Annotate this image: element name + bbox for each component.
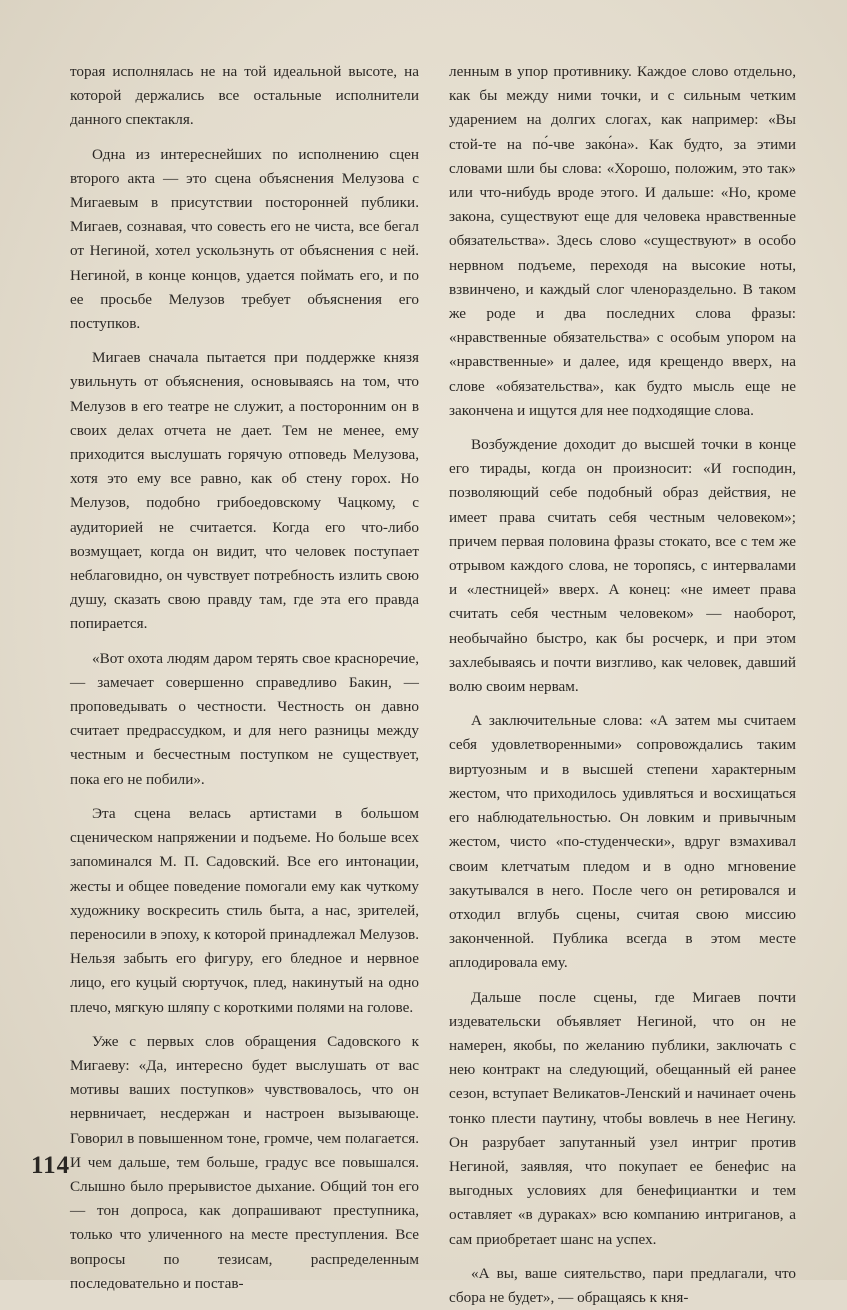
paragraph: Уже с первых слов обращения Садовского к Мигаеву: «Да, интересно будет выслушать от вас мотивы ваших поступков» чувствовалось, что он нервничает, несдержан и настроен вызывающе. Говорил в повышенном тоне, громче, чем полагается. И чем дальше, тем больше, градус все повышался. Слышно было прерывистое дыхание. Общий тон его — тон допроса, как допрашивают преступника, только что уличенного на месте преступления. Все вопросы по тезисам, распределенным последовательно и постав- — [70, 1032, 419, 1292]
paragraph: торая исполнялась не на той идеальной высоте, на которой держались все остальные исполнители данного спектакля. — [70, 63, 419, 129]
paragraph: «Вот охота людям даром терять свое красноречие, — замечает совершенно справедливо Бакин, — проповедывать о честности. Честность он давно считает предрассудком, и для него разницы между честным и бесчестным поступком не существует, пока его не побили». — [70, 649, 419, 788]
paragraph: ленным в упор противнику. Каждое слово отдельно, как бы между ними точки, и с сильным четким ударением на долгих слогах, как например: «Вы стой-те на по́-чве зако́на». Как будто, за этими словами шли бы слова: «Хорошо, положим, это так» или что-нибудь вроде этого. И дальше: «Но, кроме закона, существуют еще для человека нравственные обязательства». Здесь слово «существуют» в особо нервном подъеме, переходя на высокие ноты, взвинчено, и каждый слог членораздельно. В таком же роде и два последних слова фразы: «нравственные обязательства» с особым упором на «нравственные» и далее, идя крещендо вверх, на слове «обязательства», как будто мысль еще не закончена и ищутся для нее подходящие слова. — [449, 63, 796, 419]
paragraph: Одна из интереснейших по исполнению сцен второго акта — это сцена объяснения Мелузова с Мигаевым в присутствии посторонней публики. Мигаев, сознавая, что совесть его не чиста, все бегал от Негиной, хотел ускользнуть от объяснения с ней. Негиной, в конце концов, удается поймать его, и по ее просьбе Мелузов требует объяснения его поступков. — [70, 145, 419, 333]
paragraph: Эта сцена велась артистами в большом сценическом напряжении и подъеме. Но больше всех запоминался М. П. Садовский. Все его интонации, жесты и общее поведение помогали ему как чуткому художнику воскресить стиль быта, а нас, зрителей, переносили в эпоху, к которой принадлежал Мелузов. Нельзя забыть его фигуру, его бледное и нервное лицо, его куцый сюртучок, плед, накинутый на одно плечо, мягкую шляпу с короткими полями на голове. — [70, 804, 419, 1016]
paragraph: А заключительные слова: «А затем мы считаем себя удовлетворенными» сопровождались таким виртуозным и в высшей степени характерным жестом, что приходилось удивляться и восхищаться его наблюдательностью. Он ловким и привычным жестом, чисто «по-студенчески», вдруг взмахивал своим клетчатым пледом и в одно мгновение закутывался в него. После чего он ретировался и отходил вглубь сцены, считая свою миссию законченной. Публика всегда в этом месте аплодировала ему. — [449, 712, 796, 972]
left-text-column — [70, 60, 419, 1296]
paragraph: «А вы, ваше сиятельство, пари предлагали, что сбора не будет», — обращаясь к кня- — [449, 1264, 796, 1306]
paragraph: Возбуждение доходит до высшей точки в конце его тирады, когда он произносит: «И господин, позволяющий себе подобный образ действия, не имеет права считать себя честным человеком»; причем первая половина фразы стокато, все с тем же отрывом каждого слова, не торопясь, с интервалами и «лестницей» вверх. А конец: «не имеет права считать себя честным человеком» — наоборот, необычайно быстро, как бы росчерк, и при этом захлебываясь и почти визгливо, как человек, давший волю своим нервам. — [449, 436, 796, 696]
right-text-column — [449, 60, 796, 1310]
page-number: 114 — [31, 1152, 71, 1179]
paragraph: Дальше после сцены, где Мигаев почти издевательски объявляет Негиной, что он не намерен, якобы, по желанию публики, заключать с нею контракт на следующий, обещанный ей ранее сезон, вступает Великатов-Ленский и начинает очень тонко плести паутину, чтобы вовлечь в нее Негину. Он разрубает запутанный узел интриг против Негиной, заявляя, что покупает ее бенефис на выгодных условиях для бенефициантки и тем оставляет «в дураках» всю компанию интриганов, а сам приобретает шанс на успех. — [449, 988, 796, 1248]
paragraph: Мигаев сначала пытается при поддержке князя увильнуть от объяснения, основываясь на том, что Мелузов в его театре не служит, а посторонним он в своих делах отчета не дает. Тем не менее, ему приходится выслушать горячую отповедь Мелузова, хотя это ему все равно, как об стену горох. Но Мелузов, подобно грибоедовскому Чацкому, с аудиторией не считается. Когда его что-либо возмущает, когда он видит, что человек поступает неблаговидно, он чувствует потребность излить свою душу, сказать свою правду там, где эта его правда попирается. — [70, 349, 419, 633]
